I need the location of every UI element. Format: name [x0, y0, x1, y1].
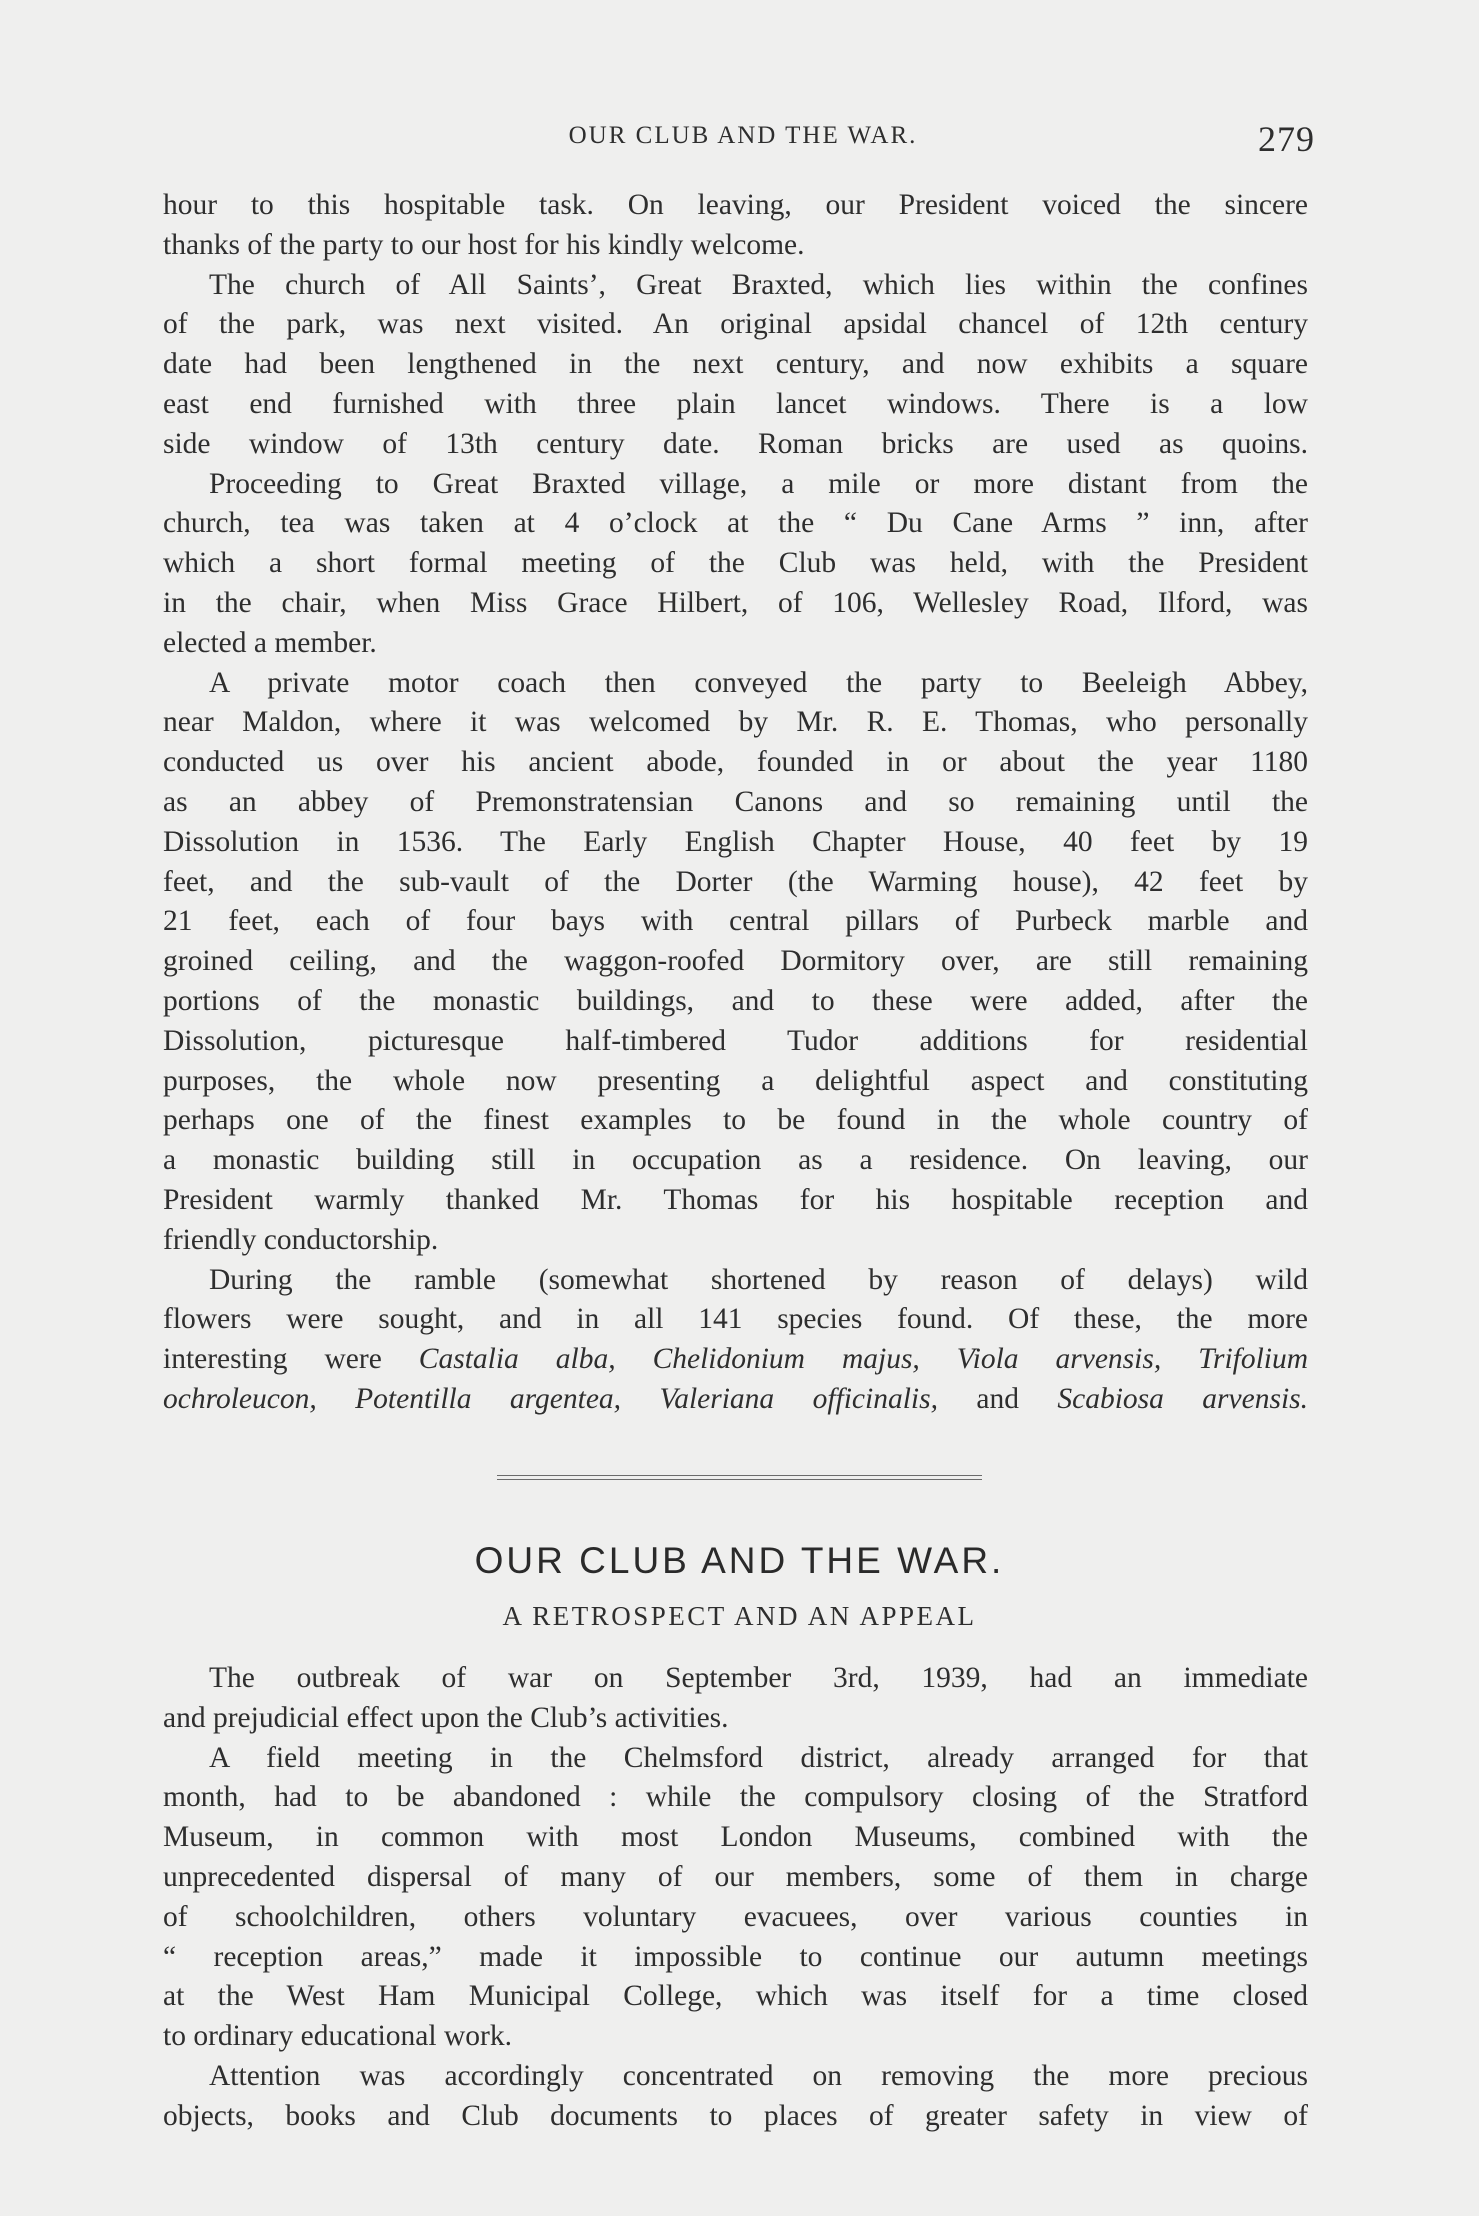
- text-line: During the ramble (somewhat shortened by reason of delays) wild: [209, 1263, 1308, 1296]
- text-line: church, tea was taken at 4 o’clock at the “ Du Cane Arms ” inn, after: [163, 507, 1308, 540]
- article-text: [163, 186, 1308, 1420]
- text-line: flowers were sought, and in all 141 species found. Of these, the more: [163, 1303, 1308, 1336]
- text-line: groined ceiling, and the waggon-roofed Dormitory over, are still remaining: [163, 945, 1308, 978]
- text-line: Proceeding to Great Braxted village, a mile or more distant from the: [209, 467, 1308, 500]
- text-line: hour to this hospitable task. On leaving, our President voiced the sincere: [163, 189, 1308, 221]
- text-line: The outbreak of war on September 3rd, 1939, had an immediate: [209, 1662, 1308, 1694]
- page-number: 279: [1258, 119, 1315, 159]
- text-line: President warmly thanked Mr. Thomas for his hospitable reception and: [163, 1183, 1308, 1216]
- species-name: ochroleucon,: [163, 1382, 317, 1415]
- text-line: A field meeting in the Chelmsford district, already arranged for that: [209, 1741, 1308, 1774]
- text-line: feet, and the sub-vault of the Dorter (the Warming house), 42 feet by: [163, 865, 1308, 898]
- running-head: [163, 118, 1323, 158]
- text-line: conducted us over his ancient abode, founded in or about the year 1180: [163, 746, 1308, 779]
- text-line: in the chair, when Miss Grace Hilbert, of 106, Wellesley Road, Ilford, was: [163, 586, 1308, 619]
- text-line: portions of the monastic buildings, and to these were added, after the: [163, 984, 1308, 1017]
- text-line: to ordinary educational work.: [163, 2020, 512, 2053]
- text-line: a monastic building still in occupation as a residence. On leaving, our: [163, 1144, 1308, 1177]
- text-line: A private motor coach then conveyed the party to Beeleigh Abbey,: [209, 666, 1308, 699]
- text-line: as an abbey of Premonstratensian Canons and so remaining until the: [163, 785, 1308, 818]
- section-divider: [497, 1475, 982, 1481]
- text-line: unprecedented dispersal of many of our members, some of them in charge: [163, 1860, 1308, 1893]
- section-subtitle: A RETROSPECT AND AN APPEAL: [502, 1601, 977, 1631]
- species-line: [163, 1340, 1308, 1380]
- species-conjunction: and: [976, 1382, 1019, 1415]
- text-line: perhaps one of the finest examples to be found in the whole country of: [163, 1104, 1308, 1137]
- text-line: and prejudicial effect upon the Club’s activities.: [163, 1701, 729, 1734]
- text-line: Dissolution, picturesque half-timbered Tudor additions for residential: [163, 1024, 1308, 1057]
- species-name: Valeriana officinalis,: [659, 1382, 938, 1415]
- species-name: Potentilla argentea,: [355, 1382, 622, 1415]
- section-title: OUR CLUB AND THE WAR.: [474, 1540, 1005, 1581]
- text-line: Museum, in common with most London Museums, combined with the: [163, 1821, 1308, 1854]
- text-line: Attention was accordingly concentrated on removing the more precious: [209, 2059, 1308, 2092]
- text-line: month, had to be abandoned : while the compulsory closing of the Stratford: [163, 1781, 1308, 1814]
- text-line: 21 feet, each of four bays with central pillars of Purbeck marble and: [163, 905, 1308, 938]
- running-title: OUR CLUB AND THE WAR.: [568, 122, 918, 149]
- text-line: which a short formal meeting of the Club was held, with the President: [163, 547, 1308, 580]
- text-line: elected a member.: [163, 626, 377, 659]
- text-line: “ reception areas,” made it impossible to continue our autumn meetings: [163, 1940, 1308, 1973]
- species-name: Viola arvensis,: [956, 1343, 1162, 1376]
- text-line: of the park, was next visited. An original apsidal chancel of 12th century: [163, 308, 1308, 341]
- text-line: thanks of the party to our host for his kindly welcome.: [163, 228, 805, 261]
- species-name: Chelidonium majus,: [652, 1343, 920, 1376]
- species-intro: interesting were: [163, 1343, 419, 1376]
- text-line: purposes, the whole now presenting a delightful aspect and constituting: [163, 1064, 1308, 1097]
- species-line: [163, 1380, 1308, 1420]
- section-text: [163, 1659, 1308, 2137]
- text-line: side window of 13th century date. Roman bricks are used as quoins.: [163, 427, 1308, 460]
- text-line: friendly conductorship.: [163, 1223, 439, 1256]
- text-line: east end furnished with three plain lancet windows. There is a low: [163, 387, 1308, 420]
- text-line: Dissolution in 1536. The Early English Chapter House, 40 feet by 19: [163, 825, 1308, 858]
- species-name: Scabiosa arvensis.: [1057, 1382, 1308, 1415]
- species-name: Trifolium: [1198, 1343, 1309, 1376]
- text-line: of schoolchildren, others voluntary evacuees, over various counties in: [163, 1900, 1308, 1933]
- text-line: date had been lengthened in the next century, and now exhibits a square: [163, 348, 1308, 381]
- text-line: objects, books and Club documents to places of greater safety in view of: [163, 2099, 1308, 2132]
- species-name: Castalia alba,: [418, 1343, 616, 1376]
- text-line: The church of All Saints’, Great Braxted, which lies within the confines: [209, 268, 1308, 301]
- text-line: near Maldon, where it was welcomed by Mr. R. E. Thomas, who personally: [163, 706, 1308, 739]
- text-line: at the West Ham Municipal College, which was itself for a time closed: [163, 1980, 1308, 2013]
